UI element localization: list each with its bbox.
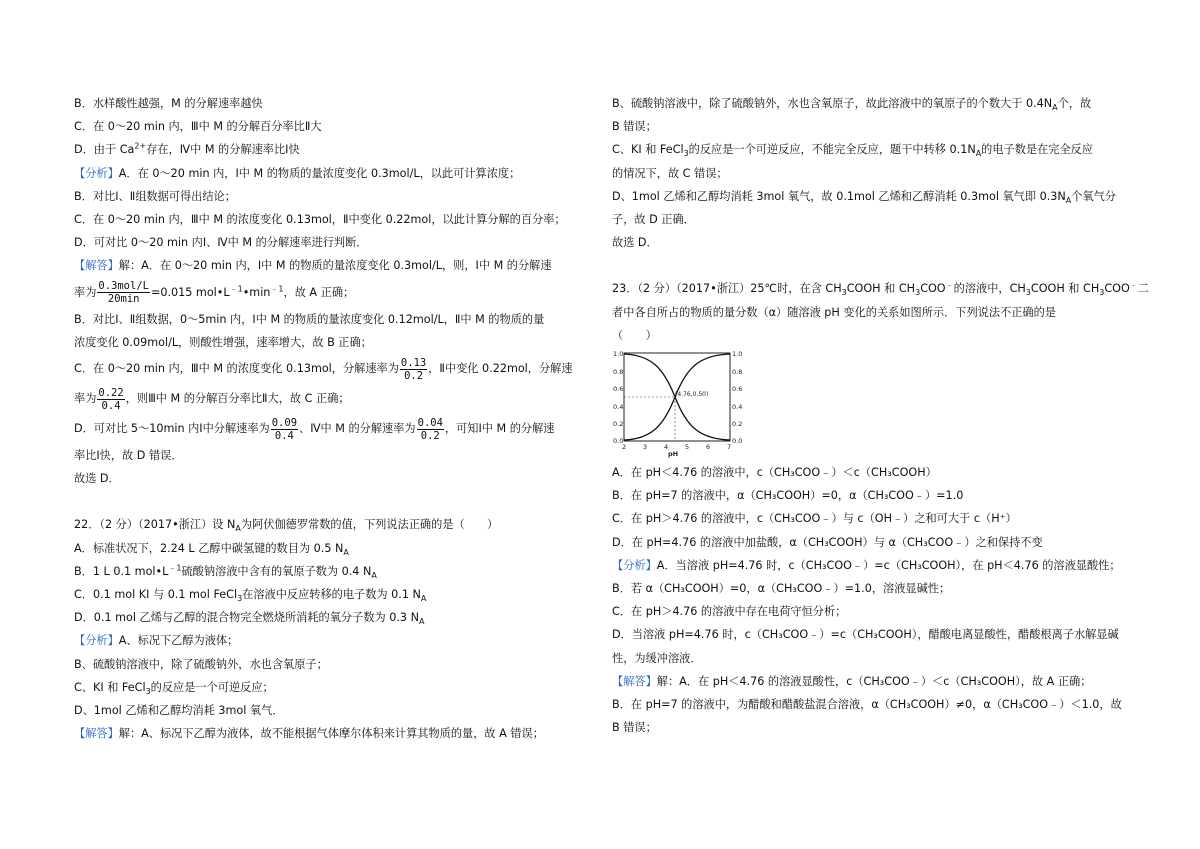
answer-c-1: C．在 0～20 min 内，Ⅲ中 M 的浓度变化 0.13mol，分解速率为 $\frac{0.13}{0.2}$ ，Ⅱ中变化 0.22mol，分解速	[74, 356, 573, 382]
analysis-b: B．对比Ⅰ、Ⅱ组数据可得出结论；	[74, 189, 236, 203]
q22-answer-d-2: 子，故 D 正确．	[612, 213, 695, 227]
analysis-tag: 【分析】	[74, 166, 119, 180]
fraction: $\frac{0.22}{0.4}$	[98, 386, 124, 412]
q22-option-b: B．1 L 0.1 $mol•L^{﹣1}$硫酸钠溶液中含有的氧原子数为 0.4 $N_A$	[74, 563, 377, 581]
q22-answer-a: 【解答】解：A、标况下乙醇为液体，故不能根据气体摩尔体积来计算其物质的量，故 A 错误；	[74, 727, 544, 741]
q22-option-d: D．0.1 mol 乙烯与乙醇的混合物完全燃烧所消耗的氧分子数为 0.3 $N_A$	[74, 611, 425, 627]
y-tick: 0.4	[613, 403, 624, 412]
conclusion: 故选 D．	[74, 472, 120, 486]
answer-tag: 【解答】	[74, 259, 119, 273]
q22-answer-b-2: B 错误；	[612, 120, 657, 134]
question-23: 23．（2 分）（2017•浙江）25℃时，在含 $CH_3COOH$ 和 $CH_3COO^﹣$的溶液中，$CH_3COOH$ 和 $CH_3COO^﹣$二	[612, 280, 1149, 298]
q22-analysis-d: D、1mol 乙烯和乙醇均消耗 3mol 氧气．	[74, 704, 284, 718]
alpha-ph-svg	[612, 349, 742, 457]
q23-option-d: D．在 pH=4.76 的溶液中加盐酸，α（CH₃COOH）与 α（CH₃COO﹣）之和保持不变	[612, 535, 1043, 549]
x-tick: 3	[643, 443, 648, 452]
intersection-label: (4.76,0.50)	[675, 391, 709, 399]
answer-d-2: 率比Ⅰ快，故 D 错误．	[74, 449, 183, 463]
fraction: $\frac{0.09}{0.4}$	[271, 416, 298, 442]
y-tick-right: 0.8	[732, 368, 743, 377]
analysis-d: D．可对比 0～20 min 内Ⅰ、Ⅳ中 M 的分解速率进行判断．	[74, 236, 368, 250]
y-tick: 0.0	[613, 437, 624, 446]
fraction: $\frac{0.13}{0.2}$	[400, 356, 427, 382]
q22-answer-d-1: D、1mol 乙烯和乙醇均消耗 3mol 氧气，故 0.1mol 乙烯和乙醇消耗 0.3mol 氧气即 $0.3N_A$个氧气分	[612, 189, 1117, 206]
q23-analysis-b: B．若 α（CH₃COOH）=0，α（CH₃COO﹣）=1.0，溶液显碱性；	[612, 582, 951, 596]
analysis-c: C．在 0～20 min 内，Ⅲ中 M 的浓度变化 0.13mol，Ⅱ中变化 0.22mol，以此计算分解的百分率；	[74, 213, 566, 227]
option-b-line: B．水样酸性越强，M 的分解速率越快	[74, 97, 263, 110]
analysis-tag: 【分析】	[612, 558, 657, 572]
answer-b-1: B．对比Ⅰ、Ⅱ组数据，0～5min 内，Ⅰ中 M 的物质的量浓度变化 0.12mol/L，Ⅱ中 M 的物质的量	[74, 312, 545, 326]
q23-analysis-d-2: 性，为缓冲溶液．	[612, 651, 702, 665]
q22-option-a: A．标准状况下，2.24 L 乙醇中碳氢键的数目为 0.5 $N_A$	[74, 541, 349, 557]
option-c-line: C．在 0～20 min 内，Ⅲ中 M 的分解百分率比Ⅱ大	[74, 120, 322, 134]
q23-analysis-a: 【分析】A．当溶液 pH=4.76 时，c（CH₃COO﹣）=c（CH₃COOH），在 pH＜4.76 的溶液显酸性；	[612, 558, 1121, 572]
q23-option-c: C．在 pH＞4.76 的溶液中，c（CH₃COO﹣）与 c（OH﹣）之和可大于 c（H⁺）	[612, 512, 1017, 526]
y-tick: 1.0	[613, 350, 624, 359]
x-tick: 4	[664, 443, 669, 452]
analysis-tag: 【分析】	[74, 634, 119, 648]
right-column	[612, 92, 1149, 739]
q22-answer-c-1: C、KI 和 FeCl$_3$的反应是一个可逆反应，不能完全反应，题干中转移 $0.1N_A$的电子数是在完全反应	[612, 143, 1094, 159]
q22-analysis-a: 【分析】A、标况下乙醇为液体；	[74, 634, 239, 648]
q22-analysis-b: B、硫酸钠溶液中，除了硫酸钠外，水也含氧原子；	[74, 657, 328, 671]
answer-tag: 【解答】	[612, 674, 657, 688]
answer-d-1: D．可对比 5～10min 内Ⅰ中分解速率为 $\frac{0.09}{0.4}$ 、Ⅳ中 M 的分解速率为 $\frac{0.04}{0.2}$ ，可知Ⅰ中 M 的分解速	[74, 416, 555, 442]
y-tick-right: 0.2	[732, 420, 743, 429]
left-column	[74, 92, 584, 745]
alpha-ph-graph	[612, 349, 742, 457]
y-tick: 0.8	[613, 368, 624, 377]
x-tick: 2	[622, 443, 627, 452]
answer-b-2: 浓度变化 0.09mol/L，则酸性增强，速率增大，故 B 正确；	[74, 335, 372, 349]
q22-option-c: C．0.1 mol KI 与 0.1 mol FeCl$_3$在溶液中反应转移的电子数为 0.1 $N_A$	[74, 588, 427, 604]
q23-analysis-d-1: D．当溶液 pH=4.76 时，c（CH₃COO﹣）=c（CH₃COOH），醋酸电离显酸性，醋酸根离子水解显碱	[612, 628, 1119, 642]
fraction: $\frac{0.04}{0.2}$	[417, 416, 443, 442]
y-tick: 0.6	[613, 385, 624, 394]
x-tick: 6	[706, 443, 711, 452]
y-tick: 0.2	[613, 420, 624, 429]
question-22: 22．（2 分）（2017•浙江）设 $N_A$为阿伏伽德罗常数的值，下列说法正确的是（ ）	[74, 518, 499, 534]
question-23-line-2: 者中各自所占的物质的量分数（α）随溶液 pH 变化的关系如图所示．下列说法不正确的是	[612, 305, 1056, 319]
q22-answer-c-2: 的情况下，故 C 错误；	[612, 166, 728, 180]
q23-option-b: B．在 pH=7 的溶液中，α（CH₃COOH）=0，α（CH₃COO﹣）=1.0	[612, 489, 964, 503]
q23-answer-b-1: B．在 pH=7 的溶液中，为醋酸和醋酸盐混合溶液，α（CH₃COOH）≠0，α（CH₃COO﹣）＜1.0，故	[612, 698, 1122, 712]
x-tick: 7	[727, 443, 732, 452]
fraction: $\frac{\text{0.3mol/L}}{20\min}$	[98, 280, 149, 306]
q22-answer-b-1: B、硫酸钠溶液中，除了硫酸钠外，水也含氧原子，故此溶液中的氧原子的个数大于 $0.4N_A$个，故	[612, 97, 1092, 113]
q23-option-a: A．在 pH＜4.76 的溶液中，c（CH₃COO﹣）＜c（CH₃COOH）	[612, 466, 937, 480]
x-axis-label: pH	[668, 450, 679, 459]
y-tick-right: 0.0	[732, 437, 743, 446]
q23-answer-b-2: B 错误；	[612, 721, 657, 735]
question-23-line-3: （ ）	[612, 328, 657, 342]
y-tick-right: 1.0	[732, 350, 743, 359]
option-d-line: D．由于 $Ca^{2+}$存在，Ⅳ中 M 的分解速率比Ⅰ快	[74, 141, 300, 157]
analysis-line: 【分析】A．在 0～20 min 内，Ⅰ中 M 的物质的量浓度变化 0.3mol/L，以此可计算浓度；	[74, 166, 521, 180]
answer-c-2: 率为 $\frac{0.22}{0.4}$ ，则Ⅲ中 M 的分解百分率比Ⅱ大，故 C 正确；	[74, 386, 350, 412]
answer-tag: 【解答】	[74, 727, 119, 741]
x-tick: 5	[685, 443, 690, 452]
q22-conclusion: 故选 D．	[612, 236, 658, 250]
y-tick-right: 0.4	[732, 403, 743, 412]
y-tick-right: 0.6	[732, 385, 743, 394]
q23-answer-a: 【解答】解：A．在 pH＜4.76 的溶液显酸性，c（CH₃COO﹣）＜c（CH₃COOH），故 A 正确；	[612, 674, 1092, 688]
answer-rate-line: 率为 $\frac{\text{0.3mol/L}}{20\min}$ =0.015 $mol•L^{﹣1}•\min^{﹣1}$，故 A 正确；	[74, 280, 355, 306]
q23-analysis-c: C．在 pH＞4.76 的溶液中存在电荷守恒分析；	[612, 605, 847, 619]
answer-line: 【解答】解：A．在 0～20 min 内，Ⅰ中 M 的物质的量浓度变化 0.3mol/L，则，Ⅰ中 M 的分解速	[74, 259, 552, 273]
q22-analysis-c: C、KI 和 FeCl$_3$的反应是一个可逆反应；	[74, 680, 274, 697]
